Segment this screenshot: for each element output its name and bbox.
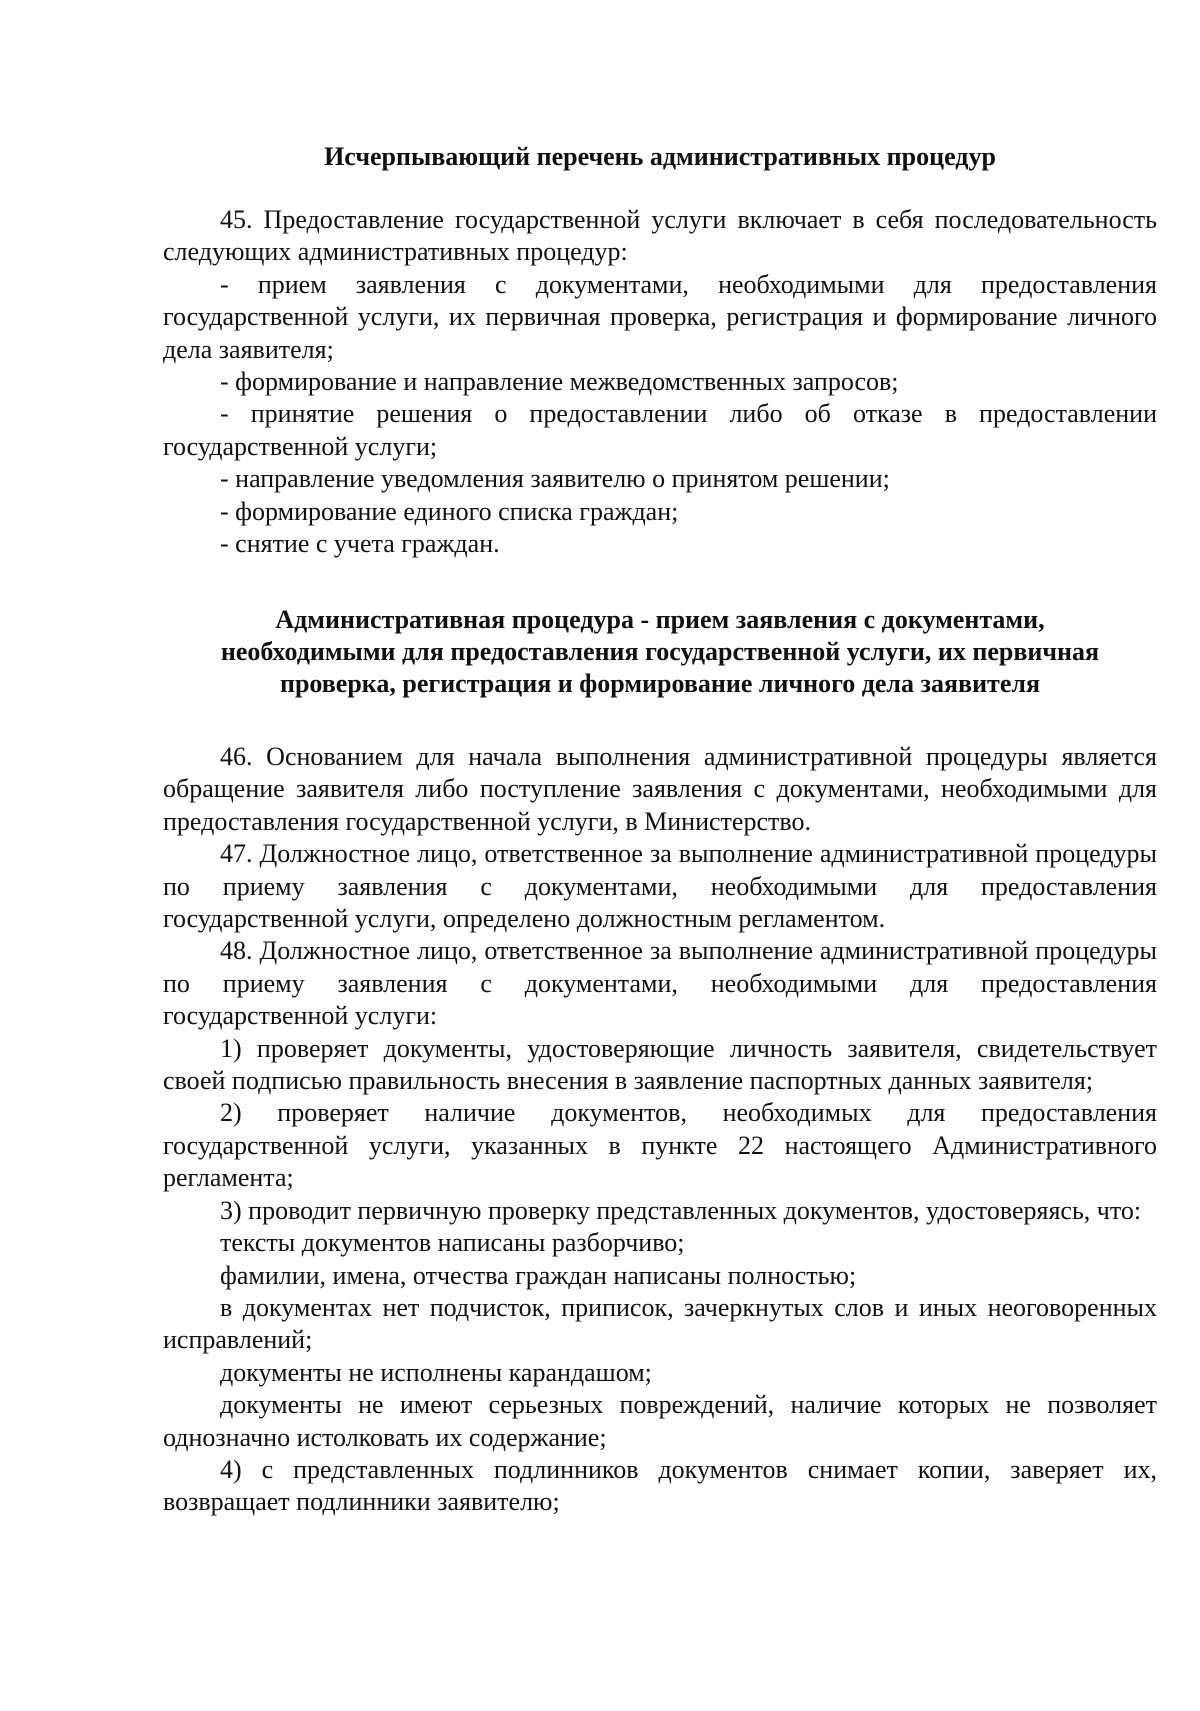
paragraph-48: 48. Должностное лицо, ответственное за выполнение административной процедуры по приему заявления с документами, необходимыми для предоставления государственной услуги: bbox=[163, 936, 1157, 1031]
list-item-procedure-1: - прием заявления с документами, необходимыми для предоставления государственной услуги, их первичная проверка, регистрация и формирование личного дела заявителя; bbox=[163, 269, 1157, 364]
list-item-procedure-2: - формирование и направление межведомственных запросов; bbox=[220, 367, 899, 397]
check-legible: тексты документов написаны разборчиво; bbox=[220, 1228, 685, 1258]
heading-line-3: проверка, регистрация и формирование личного дела заявителя bbox=[279, 669, 1041, 698]
paragraph-48-item-4: 4) с представленных подлинников документов снимает копии, заверяет их, возвращает подлинники заявителю; bbox=[163, 1454, 1157, 1517]
heading-line-1: Административная процедура - прием заявления с документами, bbox=[275, 605, 1045, 634]
check-no-corrections: в документах нет подчисток, приписок, зачеркнутых слов и иных неоговоренных исправлений; bbox=[163, 1292, 1157, 1355]
check-no-damage: документы не имеют серьезных повреждений, наличие которых не позволяет однозначно истолковать их содержание; bbox=[163, 1390, 1157, 1452]
paragraph-48-item-3: 3) проводит первичную проверку представленных документов, удостоверяясь, что: bbox=[220, 1195, 1142, 1225]
section-body-procedures-list bbox=[163, 204, 1157, 560]
paragraph-46: 46. Основанием для начала выполнения административной процедуры является обращение заявителя либо поступление заявления с документами, необходимыми для предоставления государственной услуги, в Министерство. bbox=[163, 742, 1157, 836]
paragraph-45: 45. Предоставление государственной услуги включает в себя последовательность следующих административных процедур: bbox=[163, 205, 1157, 267]
paragraph-48-item-1: 1) проверяет документы, удостоверяющие личность заявителя, свидетельствует своей подписью правильность внесения в заявление паспортных данных заявителя; bbox=[163, 1033, 1157, 1096]
check-not-pencil: документы не исполнены карандашом; bbox=[220, 1357, 652, 1387]
list-item-procedure-3: - принятие решения о предоставлении либо об отказе в предоставлении государственной услуги; bbox=[163, 399, 1157, 461]
section-heading-procedures-list: Исчерпывающий перечень административных процедур bbox=[324, 142, 996, 171]
section-body-application-intake bbox=[163, 741, 1157, 1519]
list-item-procedure-6: - снятие с учета граждан. bbox=[220, 529, 500, 559]
check-full-names: фамилии, имена, отчества граждан написаны полностью; bbox=[220, 1260, 857, 1290]
section-heading-application-intake bbox=[163, 604, 1157, 700]
heading-line-2: необходимыми для предоставления государственной услуги, их первичная bbox=[220, 637, 1100, 666]
paragraph-47: 47. Должностное лицо, ответственное за выполнение административной процедуры по приему заявления с документами, необходимыми для предоставления государственной услуги, определено должностным регламентом. bbox=[163, 839, 1157, 934]
list-item-procedure-4: - направление уведомления заявителю о принятом решении; bbox=[220, 464, 890, 494]
list-item-procedure-5: - формирование единого списка граждан; bbox=[220, 496, 679, 526]
paragraph-48-item-2: 2) проверяет наличие документов, необходимых для предоставления государственной услуги, указанных в пункте 22 настоящего Административного регламента; bbox=[163, 1098, 1157, 1193]
